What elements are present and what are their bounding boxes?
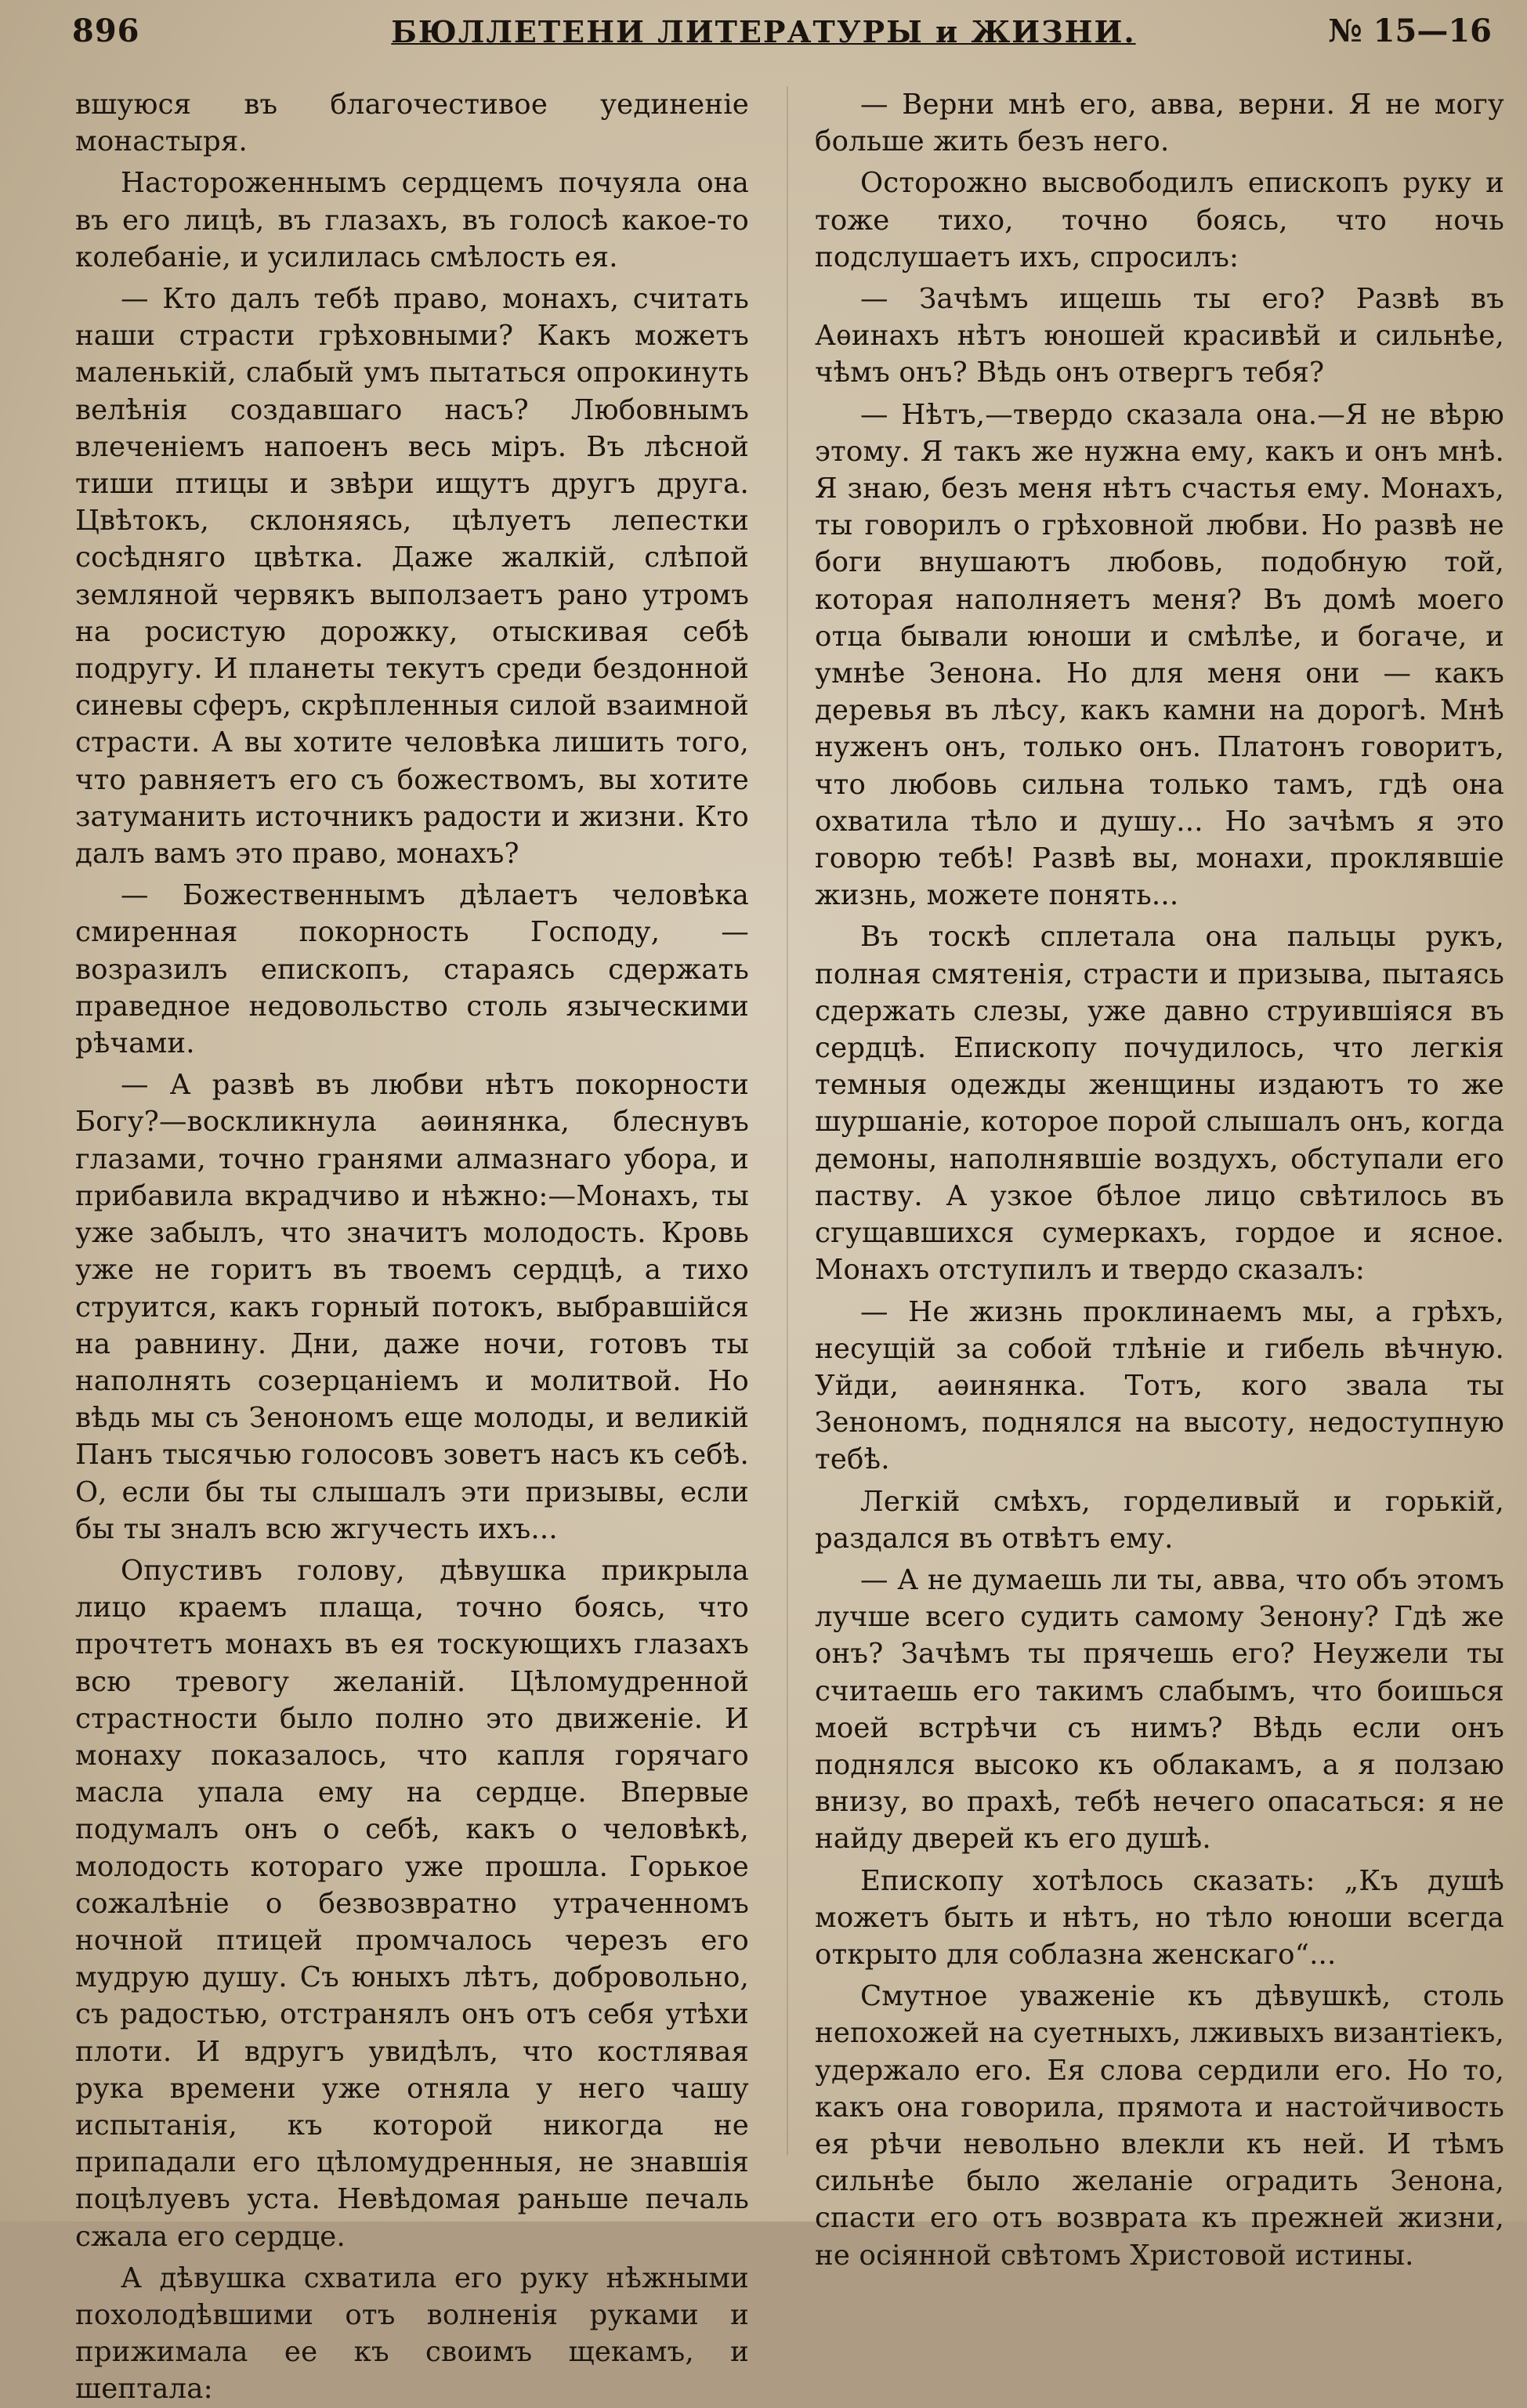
paragraph: Осторожно высвободилъ епископъ руку и тоже тихо, точно боясь, что ночь подслушаетъ ихъ, спросилъ: bbox=[815, 167, 1504, 273]
paragraph: — А развѣ въ любви нѣтъ покорности Богу?—воскликнула аѳинянка, блеснувъ глазами, точно гранями алмазнаго убора, и прибавила вкрадчиво и нѣжно:—Монахъ, ты уже забылъ, что значитъ молодость. Кровь уже не горитъ въ твоемъ сердцѣ, а тихо струится, какъ горный потокъ, выбравшійся на равнину. Дни, даже ночи, готовъ ты наполнять созерцаніемъ и молитвой. Но вѣдь мы съ Зенономъ еще молоды, и великій Панъ тысячью голосовъ зоветъ насъ къ себѣ. О, если бы ты слышалъ эти призывы, если бы ты зналъ всю жгучесть ихъ... bbox=[75, 1069, 749, 1545]
paragraph: Епископу хотѣлось сказать: „Къ душѣ можетъ быть и нѣтъ, но тѣло юноши всегда открыто для соблазна женскаго“... bbox=[815, 1864, 1504, 1971]
left-column bbox=[75, 86, 749, 2408]
paragraph: Легкій смѣхъ, горделивый и горькій, раздался въ отвѣтъ ему. bbox=[815, 1485, 1504, 1555]
paragraph: Настороженнымъ сердцемъ почуяла она въ его лицѣ, въ глазахъ, въ голосѣ какое-то колебаніе, и усилилась смѣлость ея. bbox=[75, 167, 749, 273]
paragraph: — Кто далъ тебѣ право, монахъ, считать наши страсти грѣховными? Какъ можетъ маленькій, слабый умъ пытаться опрокинуть велѣнія создавшаго насъ? Любовнымъ влеченіемъ напоенъ весь міръ. Въ лѣсной тиши птицы и звѣри ищутъ другъ друга. Цвѣтокъ, склоняясь, цѣлуетъ лепестки сосѣдняго цвѣтка. Даже жалкій, слѣпой земляной червякъ выползаетъ рано утромъ на росистую дорожку, отыскивая себѣ подругу. И планеты текутъ среди бездонной синевы сферъ, скрѣпленныя силой взаимной страсти. А вы хотите человѣка лишить того, что равняетъ его съ божествомъ, вы хотите затуманить источникъ радости и жизни. Кто далъ вамъ это право, монахъ? bbox=[75, 283, 749, 871]
paragraph: вшуюся въ благочестивое уединеніе монастыря. bbox=[75, 89, 749, 158]
paragraph: — Божественнымъ дѣлаетъ человѣка смиренная покорность Господу, — возразилъ епископъ, стараясь сдержать праведное недовольство столь языческими рѣчами. bbox=[75, 879, 749, 1060]
paragraph: Въ тоскѣ сплетала она пальцы рукъ, полная смятенія, страсти и призыва, пытаясь сдержать слезы, уже давно струившіяся въ сердцѣ. Епископу почудилось, что легкія темныя одежды женщины издаютъ то же шуршаніе, которое порой слышалъ онъ, когда демоны, наполнявшіе воздухъ, обступали его паству. А узкое бѣлое лицо свѣтилось въ сгущавшихся сумеркахъ, гордое и ясное. Монахъ отступилъ и твердо сказалъ: bbox=[815, 921, 1504, 1287]
paragraph: Опустивъ голову, дѣвушка прикрыла лицо краемъ плаща, точно боясь, что прочтетъ монахъ въ ея тоскующихъ глазахъ всю тревогу желаній. Цѣломудренной страстности было полно это движеніе. И монаху показалось, что капля горячаго масла упала ему на сердце. Впервые подумалъ онъ о себѣ, какъ о человѣкѣ, молодость котораго уже прошла. Горькое сожалѣніе о безвозвратно утраченномъ ночной птицей промчалось черезъ его мудрую душу. Съ юныхъ лѣтъ, добровольно, съ радостью, отстранялъ онъ отъ себя утѣхи плоти. И вдругъ увидѣлъ, что костлявая рука времени уже отняла у него чашу испытанія, къ которой никогда не припадали его цѣломудренныя, не знавшія поцѣлуевъ уста. Невѣдомая раньше печаль сжала его сердце. bbox=[75, 1554, 749, 2253]
paragraph: — Верни мнѣ его, авва, верни. Я не могу больше жить безъ него. bbox=[815, 89, 1504, 158]
paragraph: — Зачѣмъ ищешь ты его? Развѣ въ Аѳинахъ нѣтъ юношей красивѣй и сильнѣе, чѣмъ онъ? Вѣдь онъ отвергъ тебя? bbox=[815, 283, 1504, 389]
paragraph: А дѣвушка схватила его руку нѣжными похолодѣвшими отъ волненія руками и прижимала ее къ своимъ щекамъ, и шептала: bbox=[75, 2261, 749, 2406]
page-header bbox=[0, 5, 1527, 60]
paragraph: — Нѣтъ,—твердо сказала она.—Я не вѣрю этому. Я такъ же нужна ему, какъ и онъ мнѣ. Я знаю, безъ меня нѣтъ счастья ему. Монахъ, ты говорилъ о грѣховной любви. Но развѣ не боги внушаютъ любовь, подобную той, которая наполняетъ меня? Въ домѣ моего отца бывали юноши и смѣлѣе, и богаче, и умнѣе Зенона. Но для меня они — какъ деревья въ лѣсу, какъ камни на дорогѣ. Мнѣ нуженъ онъ, только онъ. Платонъ говоритъ, что любовь сильна только тамъ, гдѣ она охватила тѣло и душу... Но зачѣмъ я это говорю тебѣ! Развѣ вы, монахи, проклявшіе жизнь, можете понять... bbox=[815, 398, 1504, 912]
right-column bbox=[815, 86, 1504, 2274]
paragraph: Смутное уваженіе къ дѣвушкѣ, столь непохожей на суетныхъ, лживыхъ византіекъ, удержало его. Ея слова сердили его. Но то, какъ она говорила, прямота и настойчивость ея рѣчи невольно влекли къ ней. И тѣмъ сильнѣе было желаніе оградить Зенона, спасти его отъ возврата къ прежней жизни, не осіянной свѣтомъ Христовой истины. bbox=[815, 1980, 1504, 2272]
paragraph: — Не жизнь проклинаемъ мы, а грѣхъ, несущій за собой тлѣніе и гибель вѣчную. Уйди, аѳинянка. Тотъ, кого звала ты Зенономъ, поднялся на высоту, недоступную тебѣ. bbox=[815, 1295, 1504, 1476]
issue-number: № 15—16 bbox=[1328, 13, 1492, 49]
column-divider bbox=[787, 86, 788, 2155]
paragraph: — А не думаешь ли ты, авва, что объ этомъ лучше всего судить самому Зенону? Гдѣ же онъ? Зачѣмъ ты прячешь его? Неужели ты считаешь его такимъ слабымъ, что боишься моей встрѣчи съ нимъ? Вѣдь если онъ поднялся высоко къ облакамъ, а я ползаю внизу, во прахѣ, тебѣ нечего опасаться: я не найду дверей къ его душѣ. bbox=[815, 1563, 1504, 1856]
journal-title: БЮЛЛЕТЕНИ ЛИТЕРАТУРЫ и ЖИЗНИ. bbox=[391, 14, 1136, 49]
page-number: 896 bbox=[72, 13, 140, 49]
